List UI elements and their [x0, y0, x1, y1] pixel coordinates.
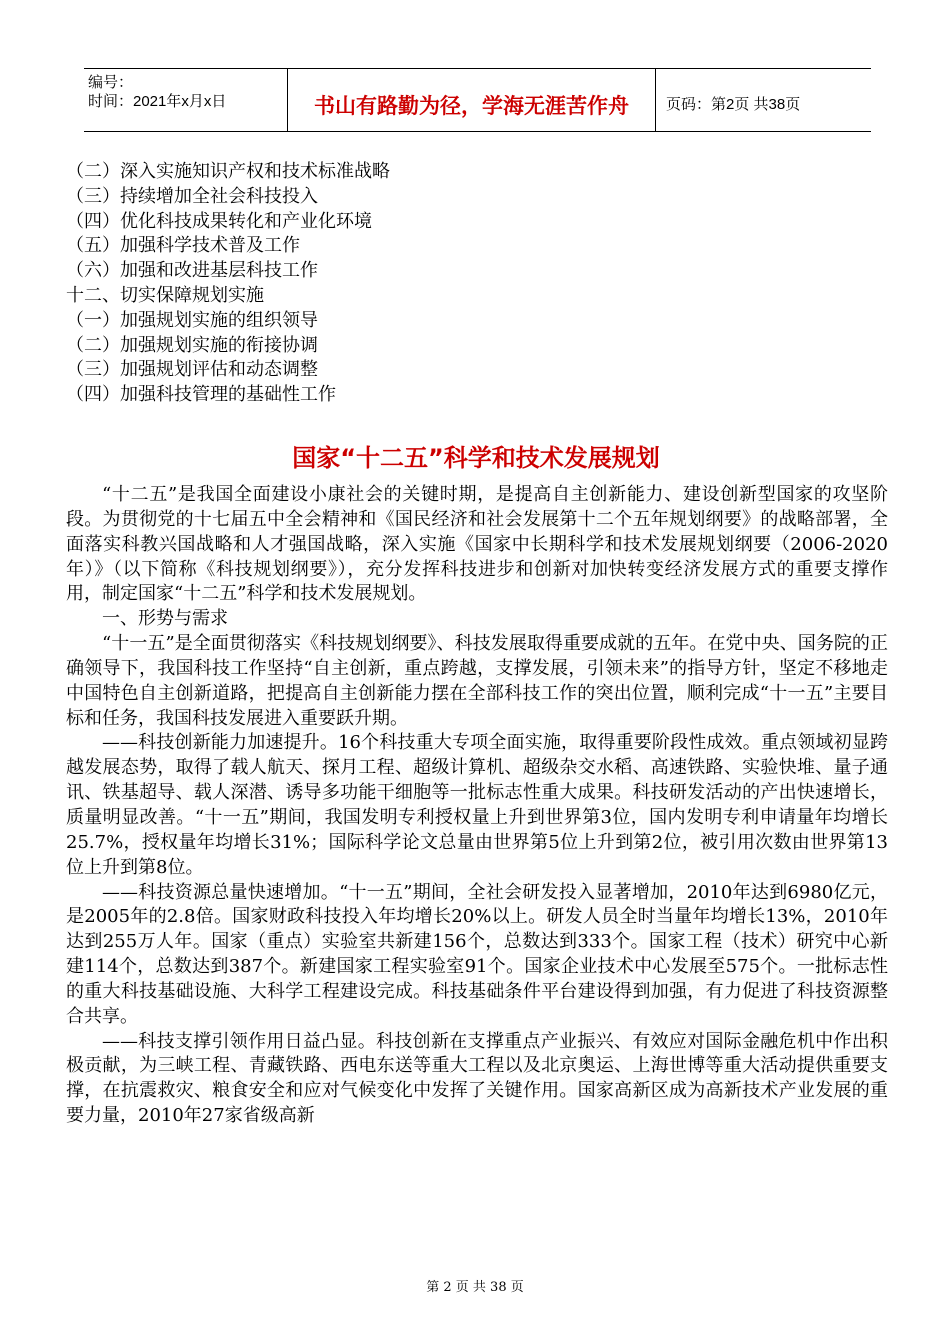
header-meta	[84, 69, 288, 131]
body-paragraph: ——科技资源总量快速增加。“十一五”期间，全社会研发投入显著增加，2010年达到6980亿元，是2005年的2.8倍。国家财政科技投入年均增长20%以上。研发人员全时当量年均增长13%，2010年达到255万人年。国家（重点）实验室共新建156个，总数达到333个。国家工程（技术）研究中心新建114个，总数达到387个。新建国家工程实验室91个。国家企业技术中心发展至575个。一批标志性的重大科技基础设施、大科学工程建设完成。科技基础条件平台建设得到加强，有力促进了科技资源整合共享。	[66, 881, 888, 1027]
page-header	[84, 68, 871, 132]
header-motto: 书山有路勤为径，学海无涯苦作舟	[288, 69, 656, 131]
page-footer: 第 2 页 共 38 页	[426, 1280, 524, 1295]
toc-item: （五）加强科学技术普及工作	[66, 235, 300, 257]
body-paragraph: “十二五”是我国全面建设小康社会的关键时期，是提高自主创新能力、建设创新型国家的攻坚阶段。为贯彻党的十七届五中全会精神和《国民经济和社会发展第十二个五年规划纲要》的战略部署，全面落实科教兴国战略和人才强国战略，深入实施《国家中长期科学和技术发展规划纲要（2006-2020年）》（以下简称《科技规划纲要》），充分发挥科技进步和创新对加快转变经济发展方式的重要支撑作用，制定国家“十二五”科学和技术发展规划。	[66, 484, 888, 605]
toc-item: （四）优化科技成果转化和产业化环境	[66, 210, 372, 232]
toc-item: （六）加强和改进基层科技工作	[66, 260, 318, 282]
body-paragraph: ——科技创新能力加速提升。16个科技重大专项全面实施，取得重要阶段性成效。重点领域初显跨越发展态势，取得了载人航天、探月工程、超级计算机、超级杂交水稻、高速铁路、实验快堆、量子通讯、铁基超导、载人深潜、诱导多功能干细胞等一批标志性重大成果。科技研发活动的产出快速增长，质量明显改善。“十一五”期间，我国发明专利授权量上升到世界第3位，国内发明专利申请量年均增长25.7%，授权量年均增长31%；国际科学论文总量由世界第5位上升到第2位，被引用次数由世界第13位上升到第8位。	[66, 732, 888, 878]
document-number-label: 编号：	[88, 74, 134, 91]
toc-item: （二）加强规划实施的衔接协调	[66, 334, 318, 356]
document-title: 国家“十二五”科学和技术发展规划	[292, 444, 660, 472]
header-page-info: 页码：第2页 共38页	[666, 95, 801, 113]
toc-item: （三）持续增加全社会科技投入	[66, 185, 318, 207]
table-of-contents	[66, 160, 886, 408]
section-heading: 一、形势与需求	[102, 608, 228, 630]
toc-item: （一）加强规划实施的组织领导	[66, 309, 318, 331]
document-date: 时间：2021年x月x日	[88, 93, 227, 110]
toc-item: 十二、切实保障规划实施	[66, 284, 264, 306]
toc-item: （三）加强规划评估和动态调整	[66, 359, 318, 381]
toc-item: （二）深入实施知识产权和技术标准战略	[66, 161, 390, 182]
body-paragraph: “十一五”是全面贯彻落实《科技规划纲要》、科技发展取得重要成就的五年。在党中央、国务院的正确领导下，我国科技工作坚持“自主创新，重点跨越，支撑发展，引领未来”的指导方针，坚定不移地走中国特色自主创新道路，把提高自主创新能力摆在全部科技工作的突出位置，顺利完成“十一五”主要目标和任务，我国科技发展进入重要跃升期。	[66, 633, 888, 729]
body-paragraph: ——科技支撑引领作用日益凸显。科技创新在支撑重点产业振兴、有效应对国际金融危机中作出积极贡献，为三峡工程、青藏铁路、西电东送等重大工程以及北京奥运、上海世博等重大活动提供重要支撑，在抗震救灾、粮食安全和应对气候变化中发挥了关键作用。国家高新区成为高新技术产业发展的重要力量，2010年27家省级高新	[66, 1030, 888, 1127]
document-body	[66, 483, 888, 1129]
toc-item: （四）加强科技管理的基础性工作	[66, 384, 336, 406]
